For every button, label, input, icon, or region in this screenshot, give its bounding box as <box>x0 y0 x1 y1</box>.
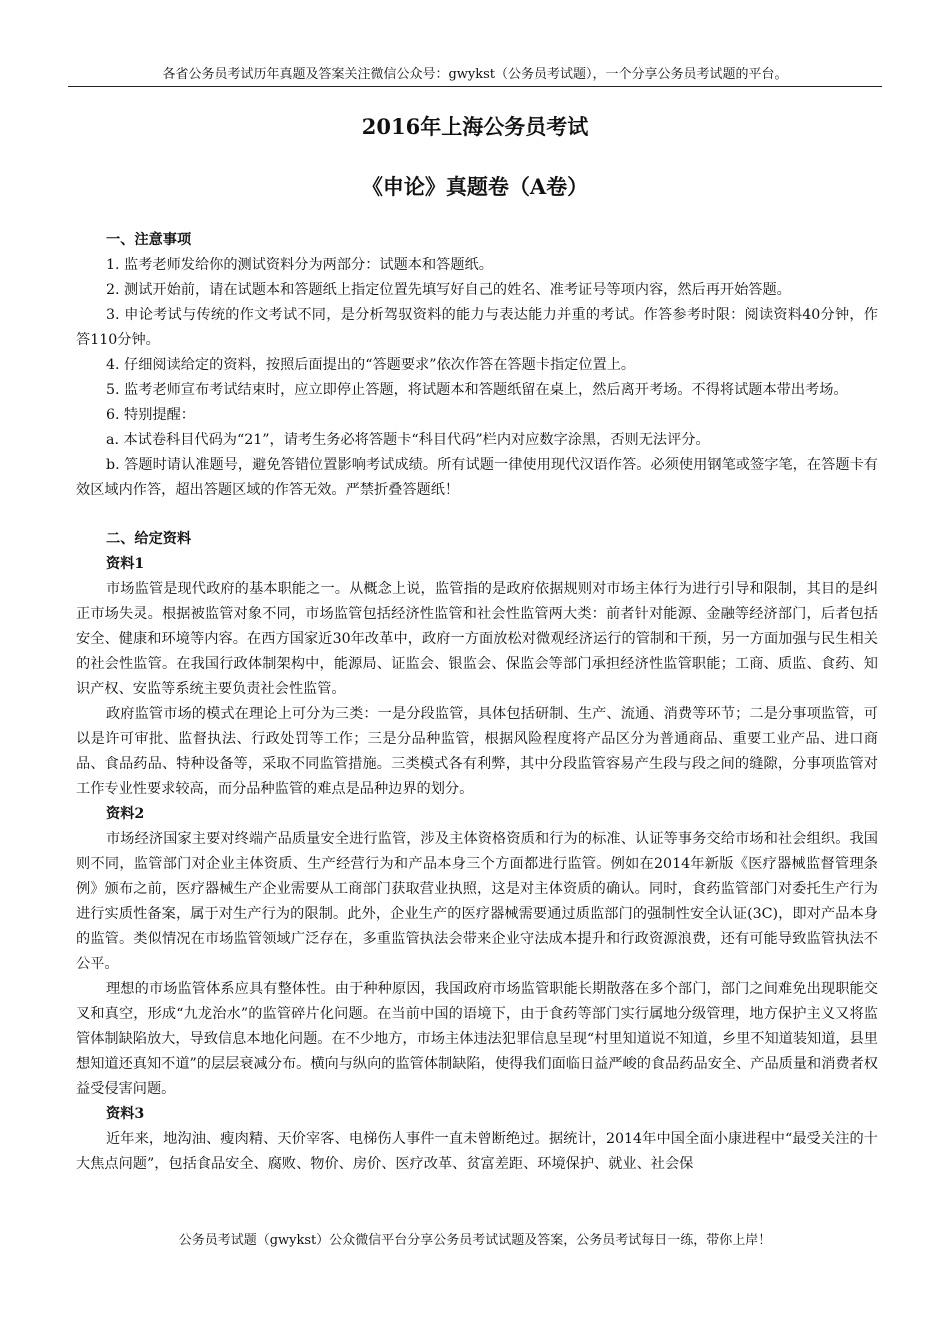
notice-item: a. 本试卷科目代码为“21”，请考生务必将答题卡“科目代码”栏内对应数字涂黑，否则无法评分。 <box>106 432 710 448</box>
material-paragraph: 理想的市场监管体系应具有整体性。由于种种原因，我国政府市场监管职能长期散落在多个部门，部门之间难免出现职能交叉和真空，形成“九龙治水”的监管碎片化问题。在当前中国的语境下，由于食药等部门实行属地分级管理，地方保护主义又将监管体制缺陷放大，导致信息本地化问题。在不少地方，市场主体违法犯罪信息呈现“村里知道说不知道，乡里不知道装知道，县里想知道还真知不道”的层层衰减分布。横向与纵向的监管体制缺陷，使得我们面临日益严峻的食品药品安全、产品质量和消费者权益受侵害问题。 <box>76 981 878 1097</box>
document-body <box>76 228 878 1177</box>
page-header: 各省公务员考试历年真题及答案关注微信公众号：gwykst（公务员考试题），一个分享公务员考试题的平台。 <box>162 67 788 82</box>
material-label: 资料1 <box>106 556 145 572</box>
notice-item: 3. 申论考试与传统的作文考试不同，是分析驾驭资料的能力与表达能力并重的考试。作答参考时限：阅读资料40分钟，作答110分钟。 <box>76 307 878 348</box>
section-heading-materials: 二、给定资料 <box>106 531 192 547</box>
section-spacer <box>76 503 878 527</box>
section-heading-notice: 一、注意事项 <box>106 232 192 248</box>
material-paragraph: 市场经济国家主要对终端产品质量安全进行监管，涉及主体资格资质和行为的标准、认证等事务交给市场和社会组织。我国则不同，监管部门对企业主体资质、生产经营行为和产品本身三个方面都进行监管。例如在2014年新版《医疗器械监督管理条例》颁布之前，医疗器械生产企业需要从工商部门获取营业执照，这是对主体资质的确认。同时，食药监管部门对委托生产行为进行实质性备案，属于对生产行为的限制。此外，企业生产的医疗器械需要通过质监部门的强制性安全认证(3C)，即对产品本身的监管。类似情况在市场监管领域广泛存在，多重监管执法会带来企业守法成本提升和行政资源浪费，还有可能导致监管执法不公平。 <box>76 831 878 972</box>
page-footer: 公务员考试题（gwykst）公众微信平台分享公务员考试试题及答案，公务员考试每日一练，带你上岸！ <box>178 1233 772 1248</box>
page-title: 2016年上海公务员考试 <box>361 114 589 139</box>
notice-item: 5. 监考老师宣布考试结束时，应立即停止答题，将试题本和答题纸留在桌上，然后离开考场。不得将试题本带出考场。 <box>106 382 848 398</box>
notice-item: 2. 测试开始前，请在试题本和答题纸上指定位置先填写好自己的姓名、准考证号等项内容，然后再开始答题。 <box>106 282 791 298</box>
notice-item: b. 答题时请认准题号，避免答错位置影响考试成绩。所有试题一律使用现代汉语作答。必须使用钢笔或签字笔，在答题卡有效区域内作答，超出答题区域的作答无效。严禁折叠答题纸！ <box>76 457 878 498</box>
notice-item: 4. 仔细阅读给定的资料，按照后面提出的“答题要求”依次作答在答题卡指定位置上。 <box>106 357 636 373</box>
page-subtitle: 《申论》真题卷（A卷） <box>361 174 589 199</box>
header-divider <box>68 86 882 87</box>
material-paragraph: 市场监管是现代政府的基本职能之一。从概念上说，监管指的是政府依据规则对市场主体行为进行引导和限制，其目的是纠正市场失灵。根据被监管对象不同，市场监管包括经济性监管和社会性监管两大类：前者针对能源、金融等经济部门，后者包括安全、健康和环境等内容。在西方国家近30年改革中，政府一方面放松对微观经济运行的管制和干预，另一方面加强与民生相关的社会性监管。在我国行政体制架构中，能源局、证监会、银监会、保监会等部门承担经济性监管职能；工商、质监、食药、知识产权、安监等系统主要负责社会性监管。 <box>76 581 878 697</box>
notice-item: 6. 特别提醒： <box>106 407 195 423</box>
material-label: 资料3 <box>106 1106 145 1122</box>
material-label: 资料2 <box>106 806 145 822</box>
notice-item: 1. 监考老师发给你的测试资料分为两部分：试题本和答题纸。 <box>106 257 493 273</box>
material-paragraph: 近年来，地沟油、瘦肉精、天价宰客、电梯伤人事件一直未曾断绝过。据统计，2014年中国全面小康进程中“最受关注的十大焦点问题”，包括食品安全、腐败、物价、房价、医疗改革、贫富差距、环境保护、就业、社会保 <box>76 1131 878 1172</box>
material-paragraph: 政府监管市场的模式在理论上可分为三类：一是分段监管，具体包括研制、生产、流通、消费等环节；二是分事项监管，可以是许可审批、监督执法、行政处罚等工作；三是分品种监管，根据风险程度将产品区分为普通商品、重要工业产品、进口商品、食品药品、特种设备等，采取不同监管措施。三类模式各有利弊，其中分段监管容易产生段与段之间的缝隙，分事项监管对工作专业性要求较高，而分品种监管的难点是品种边界的划分。 <box>76 706 878 797</box>
